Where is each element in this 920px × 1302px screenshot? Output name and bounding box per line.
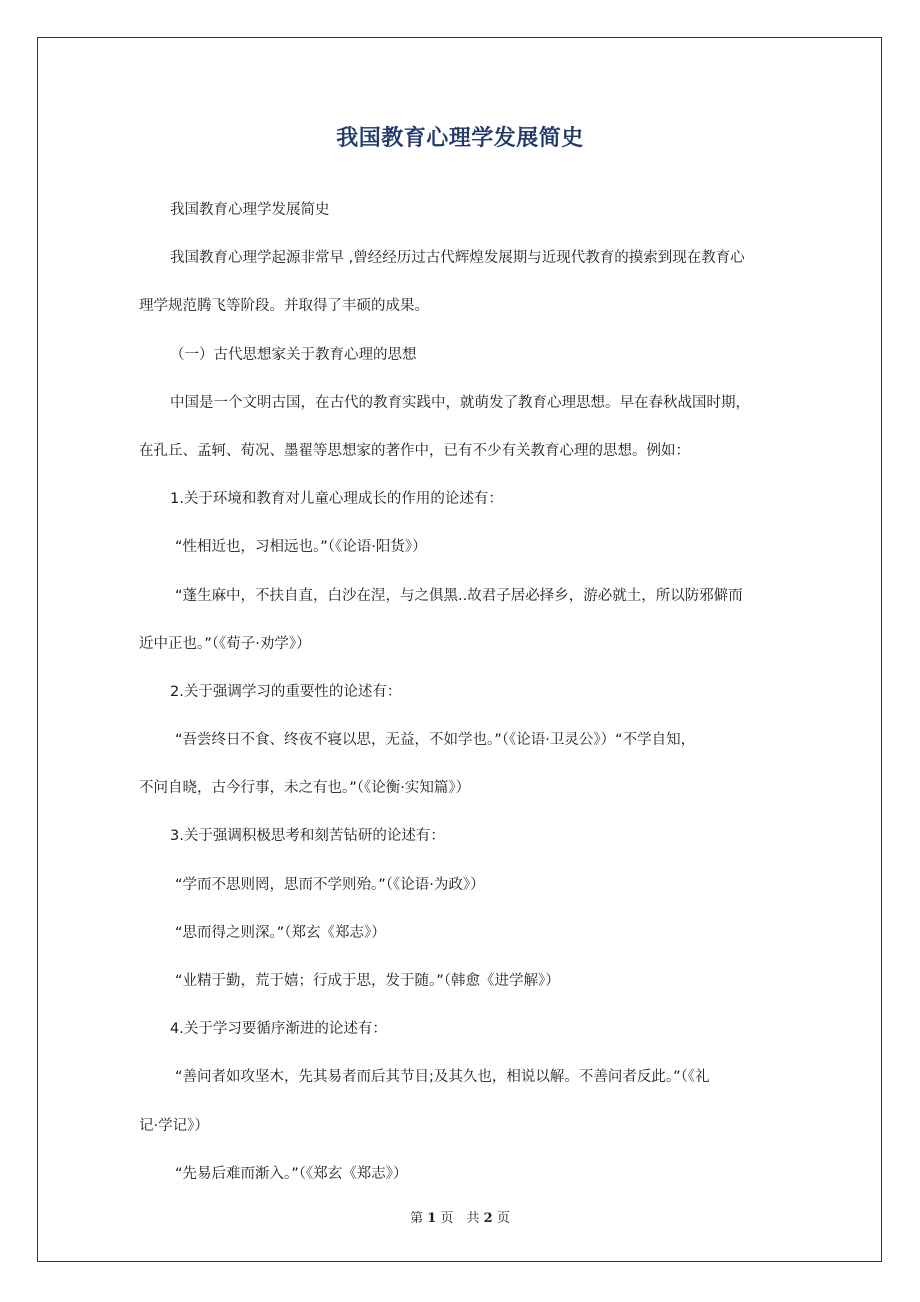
quote-line: “蓬生麻中，不扶自直，白沙在涅，与之俱黑..故君子居必择乡，游必就土，所以防邪僻而 <box>175 587 743 604</box>
paragraph-line: 中国是一个文明古国，在古代的教育实践中，就萌发了教育心理思想。早在春秋战国时期， <box>170 394 750 411</box>
quote-line: “先易后难而渐入。”（《郑玄《郑志》） <box>175 1165 408 1182</box>
list-heading: 4.关于学习要循序渐进的论述有： <box>170 1021 387 1038</box>
quote-line: “业精于勤，荒于嬉；行成于思，发于随。”（韩愈《进学解》） <box>175 973 560 989</box>
list-heading: 3.关于强调积极思考和刻苦钻研的论述有： <box>170 828 445 845</box>
list-heading: 2.关于强调学习的重要性的论述有： <box>170 683 402 700</box>
paragraph-line: 我国教育心理学发展简史 <box>170 202 330 218</box>
quote-line: 不问自晓，古今行事，未之有也。”（《论衡·实知篇》） <box>139 780 471 797</box>
page-total: 2 <box>483 1211 493 1226</box>
list-heading: 1.关于环境和教育对儿童心理成长的作用的论述有： <box>170 491 503 508</box>
quote-line: “善问者如攻坚木，先其易者而后其节目;及其久也，相说以解。不善问者反此。”（《礼 <box>175 1069 710 1086</box>
quote-line: “学而不思则罔，思而不学则殆。”（《论语·为政》） <box>175 876 485 893</box>
section-heading: （一）古代思想家关于教育心理的思想 <box>170 346 417 363</box>
document-body <box>139 197 799 1209</box>
quote-line: “性相近也，习相远也。”（《论语·阳货》） <box>175 539 427 556</box>
page-mid: 页 共 <box>440 1211 480 1226</box>
paragraph-line: 我国教育心理学起源非常早 ,曾经经历过古代辉煌发展期与近现代教育的摸索到现在教育心 <box>170 250 745 267</box>
quote-line: 近中正也。”（《荀子·劝学》） <box>139 635 311 652</box>
page-prefix: 第 <box>410 1211 424 1226</box>
quote-line: 记·学记》） <box>139 1117 209 1134</box>
page-footer <box>0 1207 920 1226</box>
quote-line: “思而得之则深。”（郑玄《郑志》） <box>175 924 386 941</box>
quote-line: “吾尝终日不食、终夜不寝以思，无益，不如学也。”（《论语·卫灵公》）“不学自知， <box>175 732 696 749</box>
page-title: 我国教育心理学发展简史 <box>336 126 584 151</box>
paragraph-line: 理学规范腾飞等阶段。并取得了丰硕的成果。 <box>139 298 429 315</box>
paragraph-line: 在孔丘、孟轲、荀况、墨翟等思想家的著作中，已有不少有关教育心理的思想。例如： <box>139 442 690 459</box>
page-current: 1 <box>427 1211 437 1226</box>
page-suffix: 页 <box>496 1211 510 1226</box>
